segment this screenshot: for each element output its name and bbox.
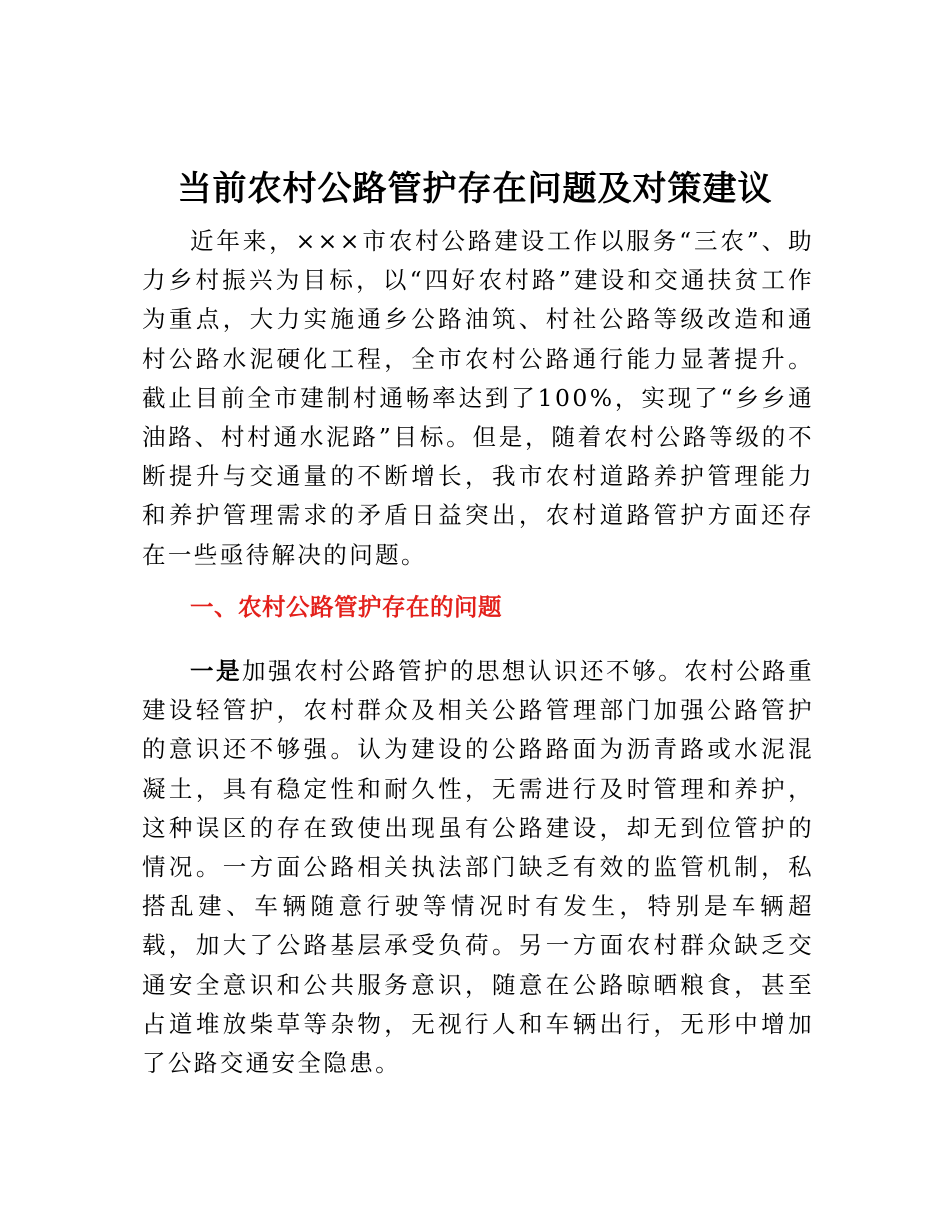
point-one-paragraph (142, 652, 814, 1083)
section-heading-problems: 一、农村公路管护存在的问题 (190, 593, 502, 621)
point-one-lead: 一是 (190, 657, 243, 685)
page-title: 当前农村公路管护存在问题及对策建议 (177, 168, 773, 209)
intro-paragraph: 近年来，×××市农村公路建设工作以服务“三农”、助力乡村振兴为目标，以“四好农村路”建设和交通扶贫工作为重点，大力实施通乡公路油筑、村社公路等级改造和通村公路水泥硬化工程，全市农村公路通行能力显著提升。截止目前全市建制村通畅率达到了100%，实现了“乡乡通油路、村村通水泥路”目标。但是，随着农村公路等级的不断提升与交通量的不断增长，我市农村道路养护管理能力和养护管理需求的矛盾日益突出，农村道路管护方面还存在一些亟待解决的问题。 (142, 227, 814, 569)
point-one-text: 加强农村公路管护的思想认识还不够。农村公路重建设轻管护，农村群众及相关公路管理部门加强公路管护的意识还不够强。认为建设的公路路面为沥青路或水泥混凝土，具有稳定性和耐久性，无需进行及时管理和养护，这种误区的存在致使出现虽有公路建设，却无到位管护的情况。一方面公路相关执法部门缺乏有效的监管机制，私搭乱建、车辆随意行驶等情况时有发生，特别是车辆超载，加大了公路基层承受负荷。另一方面农村群众缺乏交通安全意识和公共服务意识，随意在公路晾晒粮食，甚至占道堆放柴草等杂物，无视行人和车辆出行，无形中增加了公路交通安全隐患。 (142, 657, 814, 1078)
